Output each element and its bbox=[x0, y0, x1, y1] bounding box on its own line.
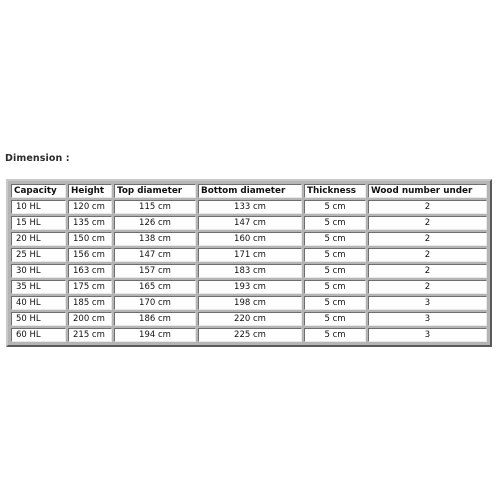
thickness-cell: 5 cm bbox=[304, 312, 366, 326]
header-capacity: Capacity bbox=[11, 184, 66, 198]
header-top-diameter: Top diameter bbox=[114, 184, 196, 198]
thickness-cell: 5 cm bbox=[304, 280, 366, 294]
table-row bbox=[11, 312, 487, 326]
thickness-cell: 5 cm bbox=[304, 248, 366, 262]
capacity-cell: 35 HL bbox=[11, 280, 66, 294]
header-height: Height bbox=[68, 184, 112, 198]
table-row bbox=[11, 200, 487, 214]
table-row bbox=[11, 216, 487, 230]
header-thickness: Thickness bbox=[304, 184, 366, 198]
table-row bbox=[11, 328, 487, 342]
table-row bbox=[11, 232, 487, 246]
bottom-diameter-cell: 171 cm bbox=[198, 248, 302, 262]
height-cell: 215 cm bbox=[68, 328, 112, 342]
wood-number-cell: 2 bbox=[368, 280, 487, 294]
bottom-diameter-cell: 183 cm bbox=[198, 264, 302, 278]
table-row bbox=[11, 296, 487, 310]
capacity-cell: 10 HL bbox=[11, 200, 66, 214]
height-cell: 135 cm bbox=[68, 216, 112, 230]
thickness-cell: 5 cm bbox=[304, 216, 366, 230]
thickness-cell: 5 cm bbox=[304, 328, 366, 342]
wood-number-cell: 3 bbox=[368, 312, 487, 326]
capacity-cell: 40 HL bbox=[11, 296, 66, 310]
table-row bbox=[11, 248, 487, 262]
top-diameter-cell: 147 cm bbox=[114, 248, 196, 262]
bottom-diameter-cell: 133 cm bbox=[198, 200, 302, 214]
height-cell: 163 cm bbox=[68, 264, 112, 278]
table-row bbox=[11, 264, 487, 278]
header-wood-number-under: Wood number under bbox=[368, 184, 487, 198]
height-cell: 185 cm bbox=[68, 296, 112, 310]
thickness-cell: 5 cm bbox=[304, 232, 366, 246]
dimension-table-frame bbox=[6, 179, 492, 347]
height-cell: 120 cm bbox=[68, 200, 112, 214]
capacity-cell: 50 HL bbox=[11, 312, 66, 326]
top-diameter-cell: 126 cm bbox=[114, 216, 196, 230]
thickness-cell: 5 cm bbox=[304, 264, 366, 278]
wood-number-cell: 2 bbox=[368, 264, 487, 278]
dimension-table bbox=[9, 182, 489, 344]
bottom-diameter-cell: 225 cm bbox=[198, 328, 302, 342]
wood-number-cell: 2 bbox=[368, 232, 487, 246]
bottom-diameter-cell: 198 cm bbox=[198, 296, 302, 310]
capacity-cell: 15 HL bbox=[11, 216, 66, 230]
thickness-cell: 5 cm bbox=[304, 296, 366, 310]
thickness-cell: 5 cm bbox=[304, 200, 366, 214]
height-cell: 200 cm bbox=[68, 312, 112, 326]
top-diameter-cell: 194 cm bbox=[114, 328, 196, 342]
top-diameter-cell: 115 cm bbox=[114, 200, 196, 214]
table-header-row bbox=[11, 184, 487, 198]
table-body bbox=[11, 200, 487, 342]
capacity-cell: 30 HL bbox=[11, 264, 66, 278]
capacity-cell: 20 HL bbox=[11, 232, 66, 246]
wood-number-cell: 2 bbox=[368, 248, 487, 262]
capacity-cell: 60 HL bbox=[11, 328, 66, 342]
wood-number-cell: 2 bbox=[368, 216, 487, 230]
section-heading: Dimension : bbox=[5, 153, 70, 164]
wood-number-cell: 3 bbox=[368, 296, 487, 310]
wood-number-cell: 3 bbox=[368, 328, 487, 342]
bottom-diameter-cell: 160 cm bbox=[198, 232, 302, 246]
bottom-diameter-cell: 147 cm bbox=[198, 216, 302, 230]
top-diameter-cell: 170 cm bbox=[114, 296, 196, 310]
height-cell: 175 cm bbox=[68, 280, 112, 294]
top-diameter-cell: 157 cm bbox=[114, 264, 196, 278]
height-cell: 150 cm bbox=[68, 232, 112, 246]
bottom-diameter-cell: 220 cm bbox=[198, 312, 302, 326]
bottom-diameter-cell: 193 cm bbox=[198, 280, 302, 294]
header-bottom-diameter: Bottom diameter bbox=[198, 184, 302, 198]
top-diameter-cell: 186 cm bbox=[114, 312, 196, 326]
top-diameter-cell: 138 cm bbox=[114, 232, 196, 246]
table-row bbox=[11, 280, 487, 294]
top-diameter-cell: 165 cm bbox=[114, 280, 196, 294]
wood-number-cell: 2 bbox=[368, 200, 487, 214]
height-cell: 156 cm bbox=[68, 248, 112, 262]
capacity-cell: 25 HL bbox=[11, 248, 66, 262]
